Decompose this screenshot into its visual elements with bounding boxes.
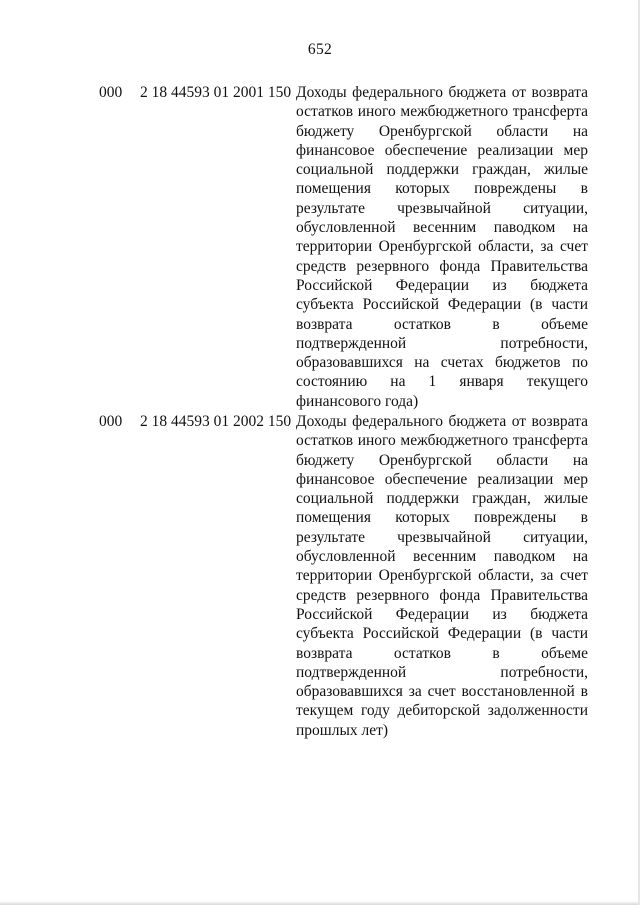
budget-classification-code: 2 18 44593 01 2002 150 [140, 413, 292, 430]
scan-edge [0, 901, 640, 905]
income-description: Доходы федерального бюджета от возврата остатков иного межбюджетного трансферта бюджету Оренбургской области на финансовое обеспечение реализации мер социальной поддержки граждан, жилые помещения которых повреждены в результате чрезвычайной ситуации, обусловленной весенним паводком на территории Оренбургской области, за счет средств резервного фонда Правительства Российской Федерации из бюджета субъекта Российской Федерации (в части возврата остатков в объеме подтвержденной потребности, образовавшихся на счетах бюджетов по состоянию на 1 января текущего финансового года) [296, 84, 588, 410]
budget-classification-code: 2 18 44593 01 2001 150 [140, 84, 292, 101]
income-description: Доходы федерального бюджета от возврата остатков иного межбюджетного трансферта бюджету Оренбургской области на финансовое обеспечение реализации мер социальной поддержки граждан, жилые помещения которых повреждены в результате чрезвычайной ситуации, обусловленной весенним паводком на территории Оренбургской области, за счет средств резервного фонда Правительства Российской Федерации из бюджета субъекта Российской Федерации (в части возврата остатков в объеме подтвержденной потребности, образовавшихся за счет восстановленной в текущем году дебиторской задолженности прошлых лет) [296, 413, 588, 739]
admin-code: 000 [99, 413, 123, 430]
page-number: 652 [307, 41, 333, 58]
admin-code: 000 [99, 84, 123, 101]
